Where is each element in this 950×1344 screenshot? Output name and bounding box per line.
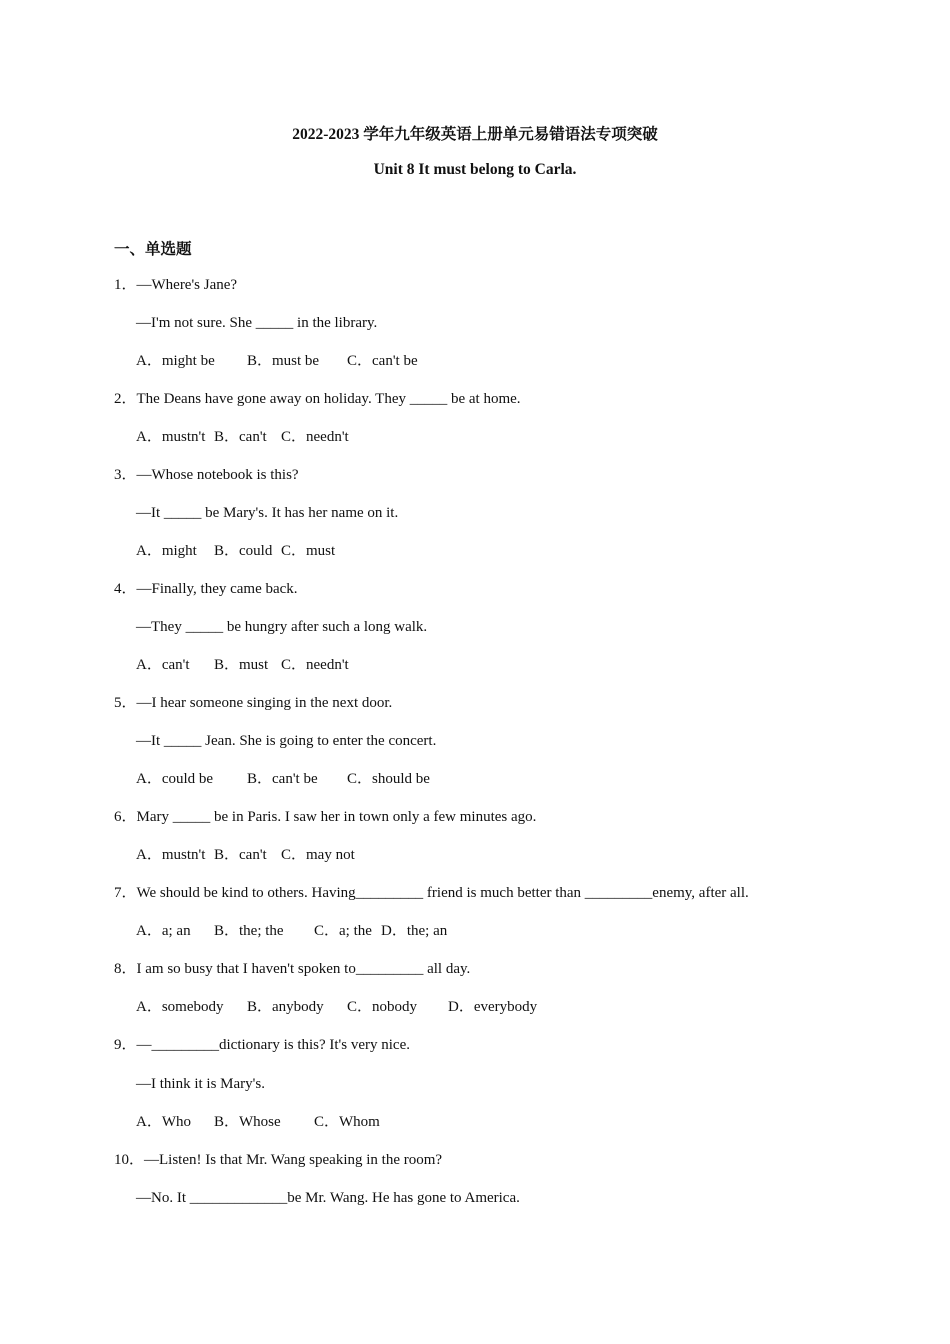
question-9-option-b[interactable]: B．Whose: [214, 1114, 281, 1130]
question-6-option-a[interactable]: A．mustn't: [136, 847, 206, 863]
document-title: 2022-2023 学年九年级英语上册单元易错语法专项突破: [292, 126, 658, 143]
question-10-reply: —No. It _____________be Mr. Wang. He has gone to America.: [136, 1190, 520, 1206]
question-3-reply: —It _____ be Mary's. It has her name on it.: [136, 505, 399, 521]
question-7-option-d[interactable]: D．the; an: [381, 923, 448, 939]
question-7-option-b[interactable]: B．the; the: [214, 923, 284, 939]
question-6-stem: 6．Mary _____ be in Paris. I saw her in town only a few minutes ago.: [114, 809, 537, 825]
question-1-option-b[interactable]: B．must be: [247, 353, 320, 369]
question-9-option-a[interactable]: A．Who: [136, 1114, 191, 1130]
question-7-option-c[interactable]: C．a; the: [314, 923, 372, 939]
question-1-stem: 1．—Where's Jane?: [114, 277, 238, 293]
question-4-option-c[interactable]: C．needn't: [281, 657, 349, 673]
question-3-stem: 3．—Whose notebook is this?: [114, 467, 299, 483]
question-4-stem: 4．—Finally, they came back.: [114, 581, 298, 597]
document-subtitle: Unit 8 It must belong to Carla.: [373, 161, 577, 178]
question-5-reply: —It _____ Jean. She is going to enter the concert.: [136, 733, 437, 749]
question-2-stem: 2．The Deans have gone away on holiday. They _____ be at home.: [114, 391, 521, 407]
question-2-option-a[interactable]: A．mustn't: [136, 429, 206, 445]
question-8-option-a[interactable]: A．somebody: [136, 999, 224, 1015]
question-7-stem: 7．We should be kind to others. Having_________ friend is much better than _________enemy, after all.: [114, 885, 749, 901]
question-7-option-a[interactable]: A．a; an: [136, 923, 191, 939]
question-2-option-b[interactable]: B．can't: [214, 429, 267, 445]
question-5-stem: 5．—I hear someone singing in the next door.: [114, 695, 393, 711]
question-5-option-a[interactable]: A．could be: [136, 771, 214, 787]
question-1-reply: —I'm not sure. She _____ in the library.: [136, 315, 378, 331]
question-3-option-c[interactable]: C．must: [281, 543, 336, 559]
question-8-option-b[interactable]: B．anybody: [247, 999, 324, 1015]
question-6-option-b[interactable]: B．can't: [214, 847, 267, 863]
question-10-stem: 10．—Listen! Is that Mr. Wang speaking in the room?: [114, 1152, 443, 1168]
question-9-stem: 9．—_________dictionary is this? It's very nice.: [114, 1037, 410, 1053]
section-heading: 一、单选题: [114, 241, 192, 258]
question-4-reply: —They _____ be hungry after such a long walk.: [136, 619, 428, 635]
question-4-option-a[interactable]: A．can't: [136, 657, 190, 673]
question-2-option-c[interactable]: C．needn't: [281, 429, 349, 445]
question-1-option-c[interactable]: C．can't be: [347, 353, 418, 369]
question-5-option-b[interactable]: B．can't be: [247, 771, 318, 787]
question-8-stem: 8．I am so busy that I haven't spoken to_________ all day.: [114, 961, 471, 977]
question-5-option-c[interactable]: C．should be: [347, 771, 430, 787]
question-1-option-a[interactable]: A．might be: [136, 353, 215, 369]
question-4-option-b[interactable]: B．must: [214, 657, 269, 673]
question-6-option-c[interactable]: C．may not: [281, 847, 355, 863]
question-3-option-b[interactable]: B．could: [214, 543, 273, 559]
question-8-option-d[interactable]: D．everybody: [448, 999, 538, 1015]
question-9-option-c[interactable]: C．Whom: [314, 1114, 380, 1130]
question-8-option-c[interactable]: C．nobody: [347, 999, 418, 1015]
question-9-reply: —I think it is Mary's.: [136, 1076, 265, 1092]
question-3-option-a[interactable]: A．might: [136, 543, 197, 559]
